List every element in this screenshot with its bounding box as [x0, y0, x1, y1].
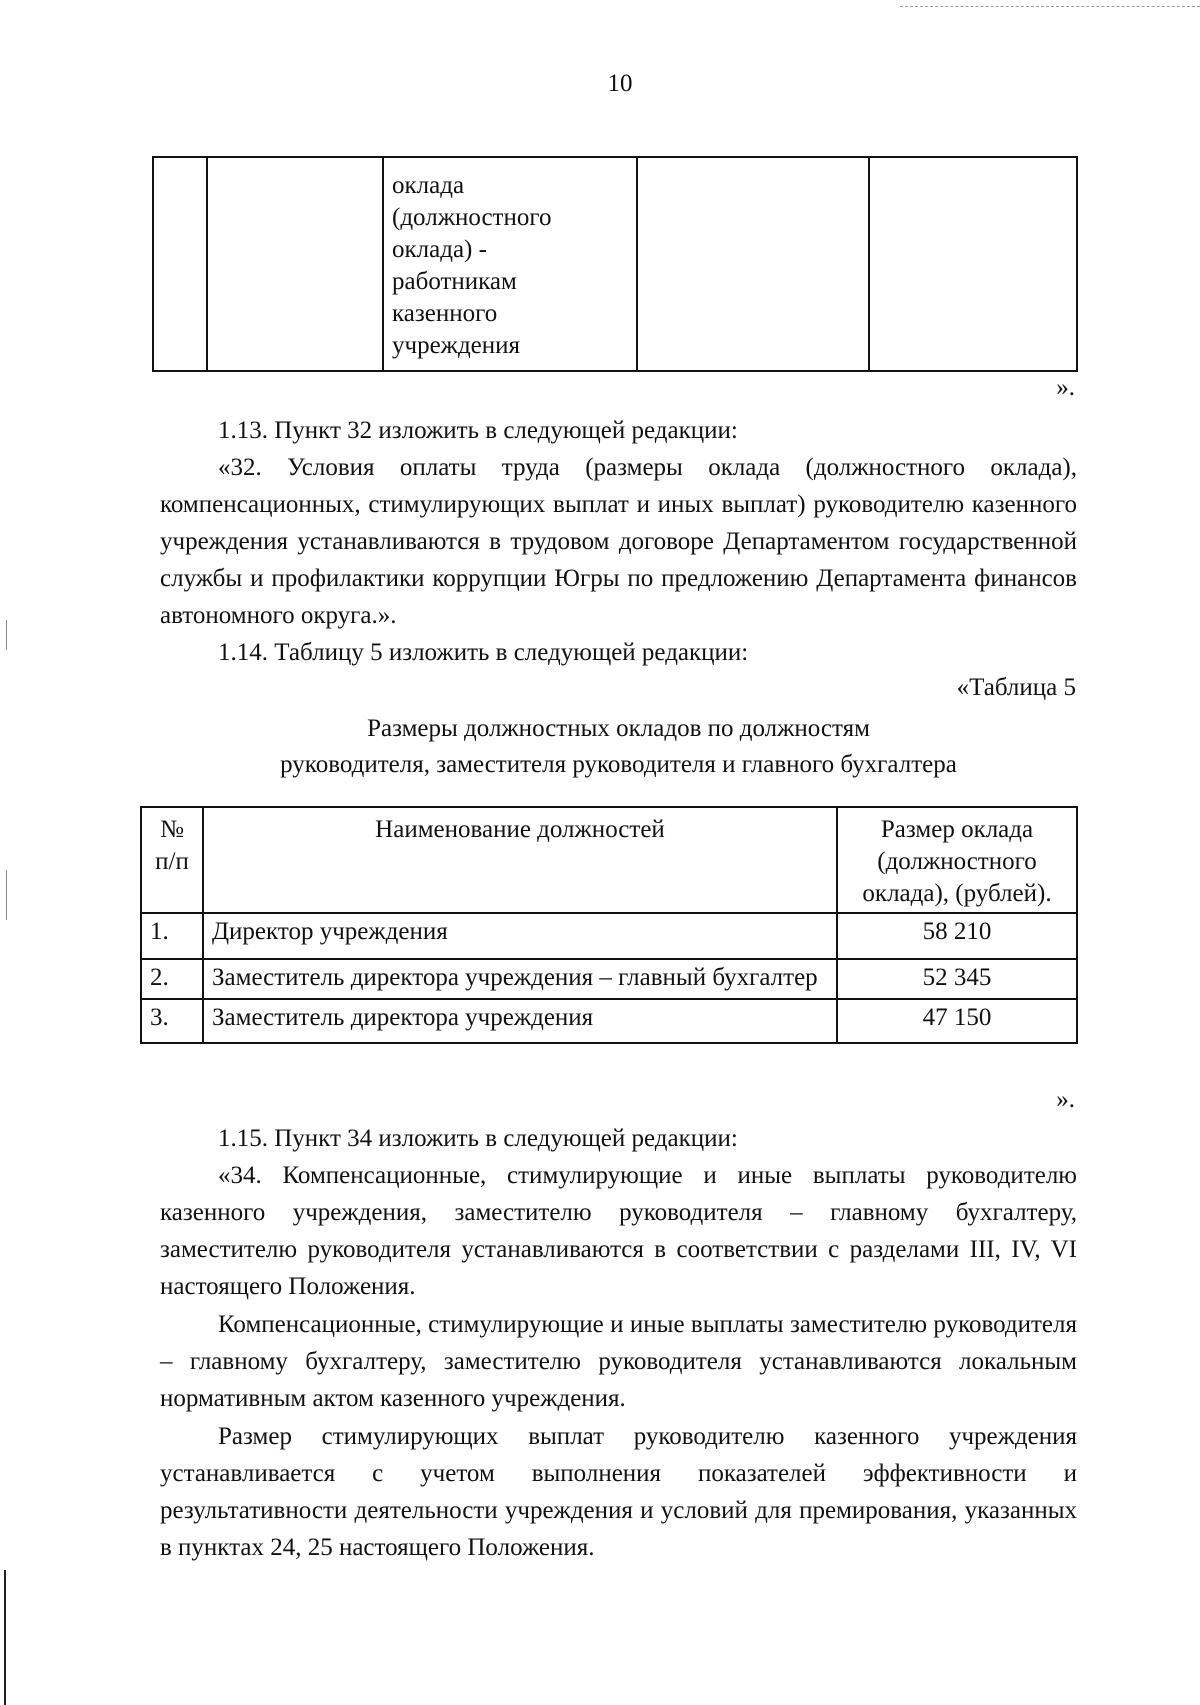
scan-artifact-left-mark	[6, 620, 7, 650]
row-salary: 58 210	[837, 913, 1077, 959]
closing-quote: ».	[1056, 1086, 1075, 1113]
table-cell	[869, 157, 1077, 371]
row-number: 3.	[141, 999, 203, 1043]
continued-table	[152, 156, 1078, 372]
row-position-name: Заместитель директора учреждения	[203, 999, 837, 1043]
item-34-paragraph-3: Размер стимулирующих выплат руководителю казенного учреждения устанавливается с учетом выполнения показателей эффективности и результативности деятельности учреждения и условий для премирования, указанных в пунктах 24, 25 настоящего Положения.	[160, 1423, 1077, 1561]
row-number: 1.	[141, 913, 203, 959]
closing-quote: ».	[1056, 374, 1075, 401]
table-cell	[637, 157, 869, 371]
row-position-name: Заместитель директора учреждения – главный бухгалтер	[203, 959, 837, 999]
table-row	[153, 157, 1077, 371]
table-row	[141, 959, 1077, 999]
scan-artifact-left-mark	[6, 870, 7, 920]
header-salary: Размер оклада (должностного оклада), (рублей).	[837, 807, 1077, 913]
row-position-name: Директор учреждения	[203, 913, 837, 959]
table-reference: «Таблица 5	[956, 674, 1076, 701]
page-number: 10	[607, 70, 633, 97]
item-1-15: 1.15. Пункт 34 изложить в следующей редакции:	[218, 1125, 738, 1152]
table-cell	[153, 157, 207, 371]
table-header-row	[141, 807, 1077, 913]
item-34-paragraph-2: Компенсационные, стимулирующие и иные выплаты заместителю руководителя – главному бухгалтеру, заместителю руководителя устанавливаются локальным нормативным актом казенного учреждения.	[160, 1311, 1077, 1412]
salary-table	[140, 806, 1078, 1044]
row-number: 2.	[141, 959, 203, 999]
continued-cell-text: оклада (должностного оклада) - работникам казенного учреждения	[392, 172, 552, 359]
scan-artifact-top	[900, 6, 1200, 8]
header-position-name: Наименование должностей	[203, 807, 837, 913]
table-row	[141, 999, 1077, 1043]
item-1-14: 1.14. Таблицу 5 изложить в следующей редакции:	[218, 639, 749, 666]
table-title-line-2: руководителя, заместителя руководителя и главного бухгалтера	[280, 751, 957, 778]
item-1-13: 1.13. Пункт 32 изложить в следующей редакции:	[218, 417, 738, 444]
table-cell	[383, 157, 637, 371]
row-salary: 52 345	[837, 959, 1077, 999]
table-title-line-1: Размеры должностных окладов по должностям	[367, 715, 870, 742]
table-cell	[207, 157, 383, 371]
item-32-text: «32. Условия оплаты труда (размеры оклада (должностного оклада), компенсационных, стимулирующих выплат и иных выплат) руководителю казенного учреждения устанавливаются в трудовом договоре Департаментом государственной службы и профилактики коррупции Югры по предложению Департамента финансов автономного округа.».	[160, 454, 1077, 629]
item-34-paragraph-1: «34. Компенсационные, стимулирующие и иные выплаты руководителю казенного учреждения, заместителю руководителя – главному бухгалтеру, заместителю руководителя устанавливаются в соответствии с разделами III, IV, VI настоящего Положения.	[160, 1162, 1077, 1300]
row-salary: 47 150	[837, 999, 1077, 1043]
table-row	[141, 913, 1077, 959]
scan-artifact-left-line	[4, 1570, 6, 1705]
header-number: № п/п	[141, 807, 203, 913]
